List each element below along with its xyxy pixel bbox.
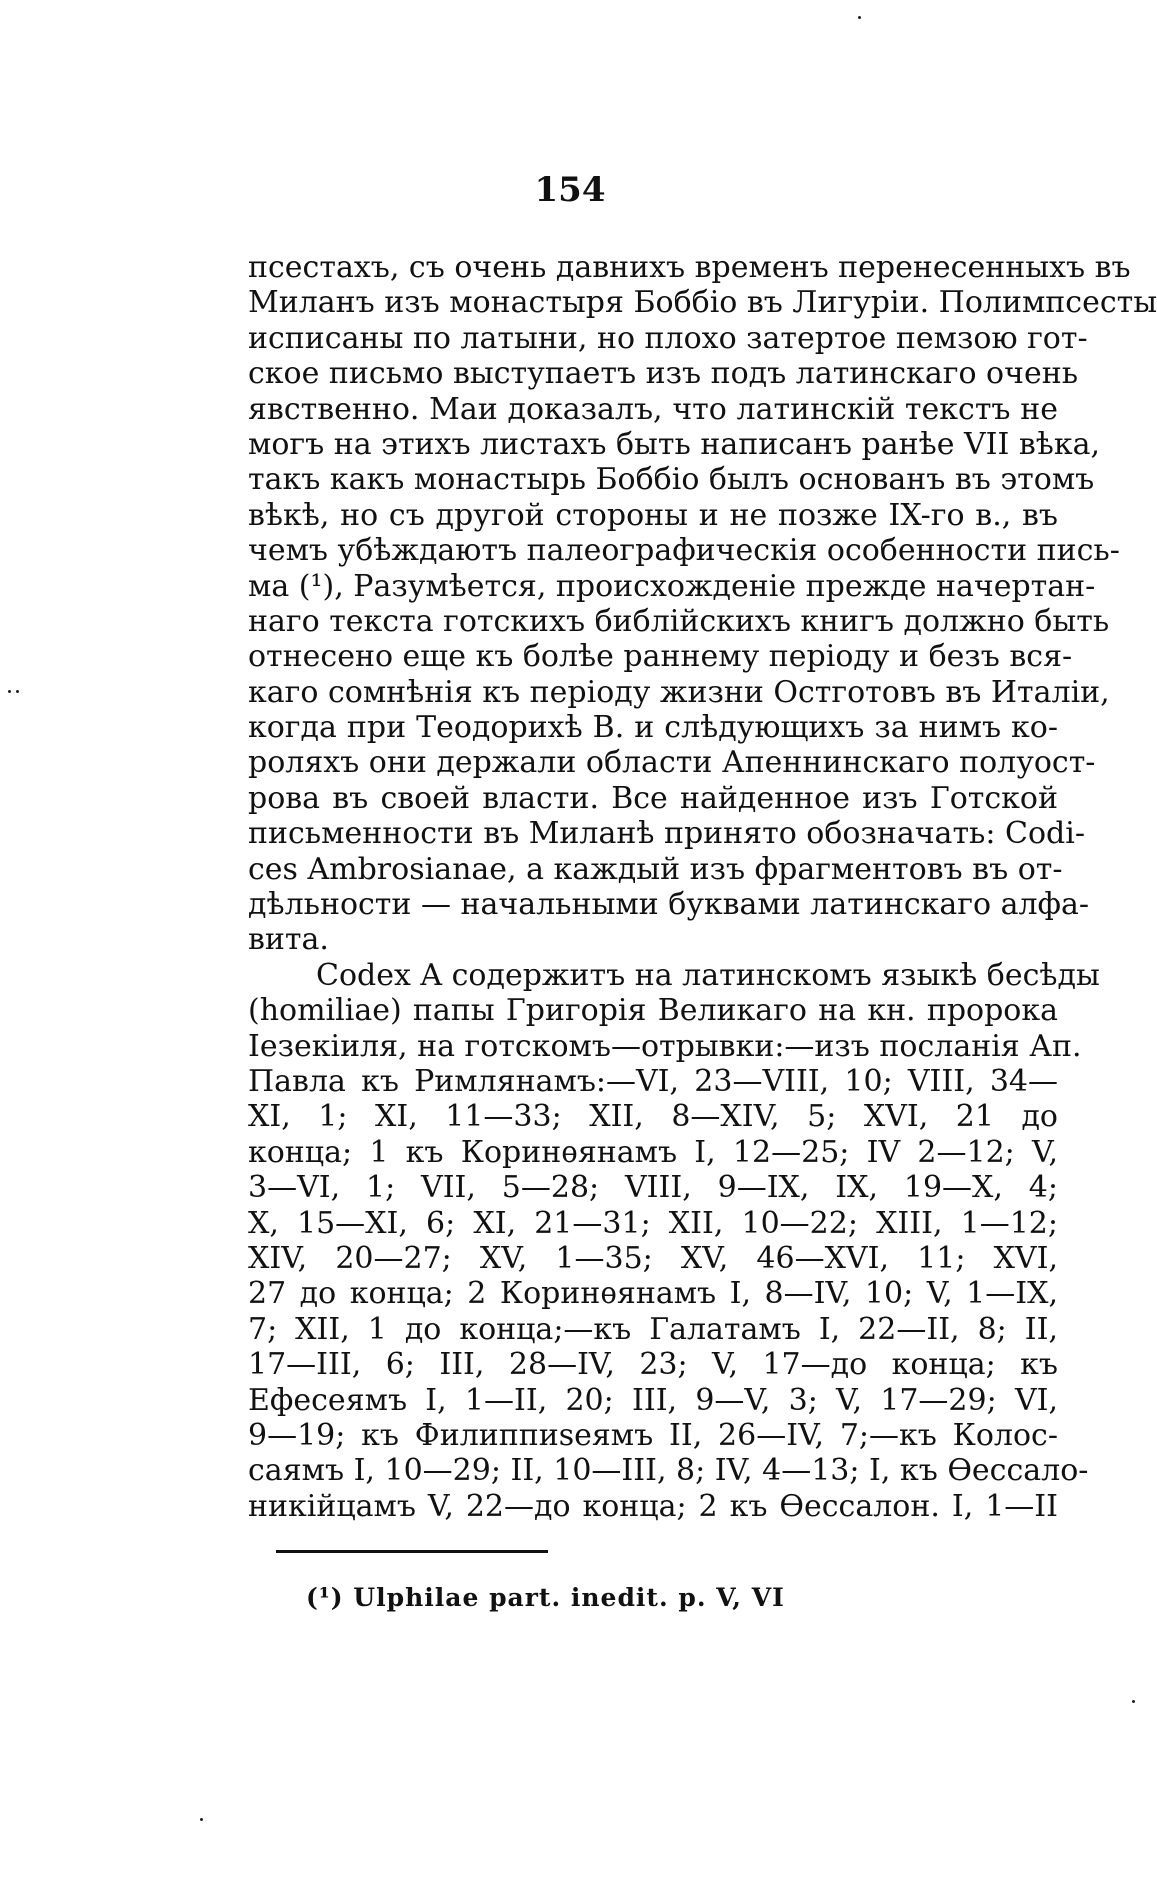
text-line: могъ на этихъ листахъ быть написанъ ранѣе VII вѣка, — [248, 426, 1101, 462]
text-line: 9—19; къ Филиппиseямъ II, 26—IV, 7;—къ Колос- — [248, 1417, 1058, 1453]
text-line: вѣкѣ, но съ другой стороны и не позже IX-го в., въ — [248, 497, 1058, 533]
footnote: (¹) Ulphilae part. inedit. p. V, VI — [306, 1583, 785, 1612]
text-line: роляхъ они держали области Апеннинскаго полуост- — [248, 745, 1096, 781]
text-line: дѣльности — начальными буквами латинскаго алфа- — [248, 887, 1090, 923]
text-line: явственно. Маи доказалъ, что латинскій текстъ не — [248, 391, 1058, 427]
text-line: ма (¹), Разумѣется, происхожденіе прежде начертан- — [248, 568, 1096, 604]
text-line: чемъ убѣждаютъ палеографическія особенности пись- — [248, 533, 1120, 569]
text-line: Ефесеямъ I, 1—II, 20; III, 9—V, 3; V, 17—29; VI, — [248, 1382, 1058, 1418]
text-line: отнесено еще къ болѣе раннему періоду и безъ вся- — [248, 639, 1073, 675]
text-line: когда при Теодорихѣ В. и слѣдующихъ за нимъ ко- — [248, 710, 1058, 746]
text-line: 3—VI, 1; VII, 5—28; VIII, 9—IX, IX, 19—X, 4; — [248, 1170, 1058, 1206]
text-line: Codex A содержитъ на латинскомъ языкѣ бесѣды — [316, 957, 1100, 993]
text-line: каго сомнѣнія къ періоду жизни Остготовъ въ Италіи, — [248, 674, 1110, 710]
text-line: саямъ I, 10—29; II, 10—III, 8; IV, 4—13; I, къ Ѳессало- — [248, 1453, 1089, 1489]
scan-speck — [200, 1818, 203, 1821]
text-line: Миланъ изъ монастыря Боббіо въ Лигуріи. Полимпсесты — [248, 285, 1157, 321]
text-line: рова въ своей власти. Все найденное изъ Готской — [248, 780, 1058, 816]
scan-speck — [1132, 1700, 1135, 1703]
text-line: исписаны по латыни, но плохо затертое пемзою гот- — [248, 320, 1088, 356]
text-line: псестахъ, съ очень давнихъ временъ перенесенныхъ въ — [248, 250, 1131, 285]
text-line: никійцамъ V, 22—до конца; 2 къ Ѳессалон. I, 1—II — [248, 1488, 1058, 1524]
text-line: X, 15—XI, 6; XI, 21—31; XII, 10—22; XIII, 1—12; — [248, 1205, 1058, 1241]
footnote-divider — [276, 1550, 548, 1553]
text-line: 17—III, 6; III, 28—IV, 23; V, 17—до конца; къ — [248, 1347, 1058, 1383]
text-line: Іезекіиля, на готскомъ—отрывки:—изъ посланія Ап. — [248, 1028, 1082, 1064]
text-line: XIV, 20—27; XV, 1—35; XV, 46—XVI, 11; XVI, — [248, 1240, 1058, 1276]
text-line: ское письмо выступаетъ изъ подъ латинскаго очень — [248, 356, 1079, 392]
text-line: ces Ambrosianae, а каждый изъ фрагментовъ въ от- — [248, 851, 1063, 887]
text-line: Павла къ Римлянамъ:—VI, 23—VIII, 10; VIII, 34— — [248, 1063, 1058, 1099]
body-text — [248, 250, 1157, 1524]
text-line: наго текста готскихъ библійскихъ книгъ должно быть — [248, 603, 1110, 639]
text-line: конца; 1 къ Коринѳянамъ I, 12—25; IV 2—12; V, — [248, 1134, 1058, 1170]
text-line: письменности въ Миланѣ принято обозначать: Codi- — [248, 816, 1085, 852]
text-line: (homiliae) папы Григорія Великаго на кн. пророка — [248, 993, 1058, 1029]
text-line: 7; XII, 1 до конца;—къ Галатамъ I, 22—II, 8; II, — [248, 1311, 1058, 1347]
text-line: 27 до конца; 2 Коринѳянамъ I, 8—IV, 10; V, 1—IX, — [248, 1276, 1058, 1312]
scan-speck — [16, 690, 19, 693]
text-line: вита. — [248, 922, 329, 958]
text-line: такъ какъ монастырь Боббіо былъ основанъ въ этомъ — [248, 462, 1095, 498]
scan-speck — [8, 690, 11, 693]
text-line: XI, 1; XI, 11—33; XII, 8—XIV, 5; XVI, 21 до — [248, 1099, 1058, 1135]
scan-speck — [858, 16, 861, 19]
page-number: 154 — [534, 170, 606, 210]
